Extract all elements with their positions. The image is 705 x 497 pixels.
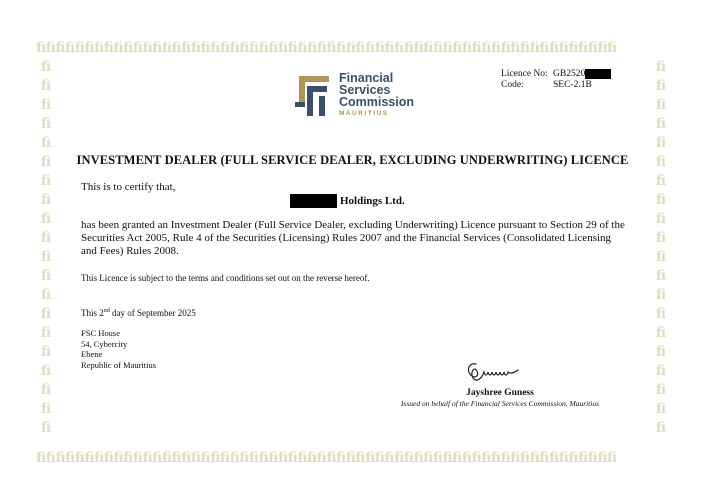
address-line: Ebene	[81, 349, 103, 359]
address-line: 54, Cybercity	[81, 338, 128, 349]
logo-line-2: Services	[339, 83, 391, 97]
logo-line-3: Commission	[339, 95, 415, 109]
redaction-box	[290, 194, 337, 208]
licence-code-label: Code:	[501, 80, 524, 90]
border-top: ﬁﬁﬁﬁﬁﬁﬁﬁﬁﬁﬁﬁﬁﬁﬁﬁﬁﬁﬁﬁﬁﬁﬁﬁﬁﬁﬁﬁﬁﬁﬁﬁﬁﬁﬁﬁﬁﬁﬁﬁﬁﬁﬁﬁﬁﬁﬁﬁﬁﬁﬁﬁﬁﬁﬁﬁﬁﬁﬁﬁ	[36, 40, 617, 56]
company-name	[290, 194, 405, 208]
handwritten-signature	[464, 358, 524, 386]
signatory-name: Jayshree Guness	[466, 388, 534, 398]
border-left: ﬁ ﬁ ﬁ ﬁ ﬁ ﬁ ﬁ ﬁ ﬁ ﬁ ﬁ ﬁ ﬁ ﬁ ﬁ ﬁ ﬁ ﬁ ﬁ ﬁ	[40, 59, 52, 436]
issue-date	[81, 306, 196, 319]
company-suffix: Holdings Ltd.	[340, 195, 405, 207]
licence-number-value: GB2520	[553, 69, 586, 79]
fsc-emblem-icon	[293, 72, 337, 120]
border-right: ﬁ ﬁ ﬁ ﬁ ﬁ ﬁ ﬁ ﬁ ﬁ ﬁ ﬁ ﬁ ﬁ ﬁ ﬁ ﬁ ﬁ ﬁ ﬁ ﬁ	[655, 59, 667, 436]
licence-code-value: SEC-2.1B	[553, 80, 592, 90]
redaction-box	[585, 69, 611, 79]
certify-text: This is to certify that,	[81, 181, 176, 193]
logo-subline: MAURITIUS	[339, 110, 389, 117]
licence-number-label: Licence No:	[501, 69, 548, 79]
date-prefix: This 2	[81, 308, 104, 318]
date-suffix: day of September 2025	[109, 308, 196, 318]
signatory-role: Issued on behalf of the Financial Services Commission, Mauritius	[400, 399, 600, 408]
certificate-title: INVESTMENT DEALER (FULL SERVICE DEALER, EXCLUDING UNDERWRITING) LICENCE	[76, 153, 629, 167]
address-line: FSC House	[81, 328, 120, 338]
address-block	[81, 328, 156, 370]
date-superscript: nd	[103, 308, 110, 314]
terms-text: This Licence is subject to the terms and conditions set out on the reverse hereof.	[81, 273, 370, 283]
fsc-logo	[293, 72, 423, 122]
border-bottom: ﬁﬁﬁﬁﬁﬁﬁﬁﬁﬁﬁﬁﬁﬁﬁﬁﬁﬁﬁﬁﬁﬁﬁﬁﬁﬁﬁﬁﬁﬁﬁﬁﬁﬁﬁﬁﬁﬁﬁﬁﬁﬁﬁﬁﬁﬁﬁﬁﬁﬁﬁﬁﬁﬁﬁﬁﬁﬁﬁﬁ	[36, 450, 617, 466]
address-line: Republic of Mauritius	[81, 359, 157, 370]
logo-line-1: Financial	[339, 71, 394, 85]
licence-info	[501, 69, 611, 91]
licence-body-text: has been granted an Investment Dealer (Full Service Dealer, excluding Underwriting) Licence pursuant to Section 29 of the Securities Act 2005, Rule 4 of the Securities (Licensing) Rules 2007 and the Financial Services (Consolidated Licensing and Fees) Rules 2008.	[81, 219, 625, 257]
